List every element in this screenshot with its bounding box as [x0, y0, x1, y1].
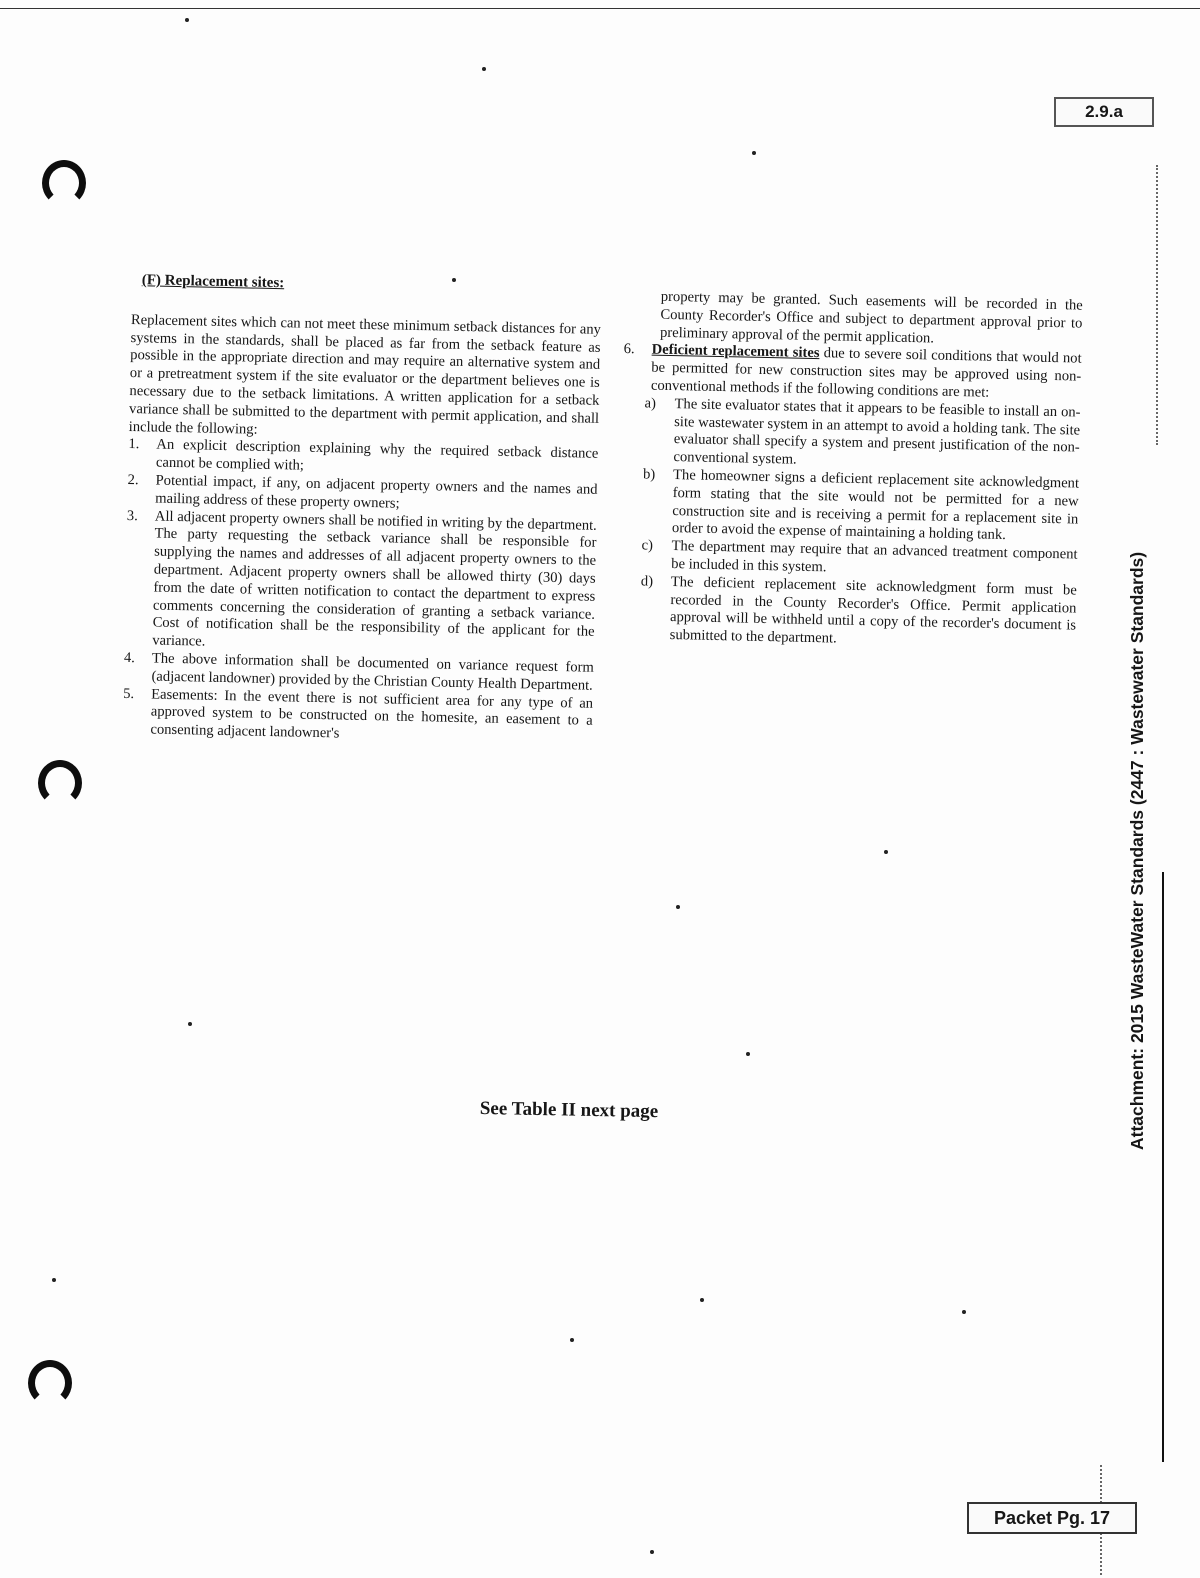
sidebar-rule [1162, 872, 1164, 1462]
list-title: Deficient replacement sites [651, 341, 820, 362]
sub-list-text: The homeowner signs a deficient replacement site acknowledgment form stating that the site would not be permitted for a new construction site and is receiving a permit for a replacement site in order to avoid the expense of maintaining a holding tank. [671, 467, 1080, 544]
list-number: 6. [623, 341, 635, 358]
scan-speck [752, 151, 756, 155]
sub-list-letter: b) [642, 466, 656, 483]
continued-paragraph: property may be granted. Such easements will be recorded in the County Recorder's Office and subject to department approval prior to preliminary approval of the permit application. [659, 288, 1083, 347]
list-number: 5. [123, 685, 135, 702]
scan-speck [746, 1052, 750, 1056]
scan-speck [700, 1298, 704, 1302]
sub-list-letter: c) [641, 537, 654, 554]
packet-page-badge: Packet Pg. 17 [967, 1502, 1137, 1534]
sub-list-item [618, 573, 1077, 654]
scan-speck [962, 1310, 966, 1314]
sub-list-text: The department may require that an advanced treatment component be included in this system. [671, 538, 1078, 576]
list-text: Potential impact, if any, on adjacent property owners and the names and mailing address of these property owners; [155, 472, 598, 512]
see-table-note: See Table II next page [479, 1098, 659, 1123]
binder-hole-icon [38, 760, 82, 806]
list-number: 3. [126, 507, 139, 524]
sub-list-item [621, 395, 1080, 476]
scan-speck [676, 905, 680, 909]
list-text: An explicit description explaining why the required setback distance cannot be complied with; [155, 436, 599, 474]
list-item [122, 685, 593, 748]
agenda-item-badge: 2.9.a [1054, 97, 1154, 127]
list-text: All adjacent property owners shall be notified in writing by the department. The party requesting the setback variance shall be responsible for supplying the names and addresses of all adjacent property owners to the department. Adjacent property owners shall be allowed thirty (30) days from the date of written notification to contact the department to express comments concerning the consideration of granting a setback variance. Cost of notification shall be the responsibility of the applicant for the variance. [152, 508, 597, 650]
right-column [618, 288, 1083, 653]
list-text: due to severe soil conditions that would not be permitted for new construction sites may be approved using non-conventional methods if the following conditions are met: [650, 345, 1082, 401]
sub-list-letter: a) [644, 395, 657, 412]
binder-hole-icon [42, 160, 86, 206]
intro-paragraph: Replacement sites which can not meet these minimum setback distances for any systems in the standards, shall be placed as far from the setback feature as possible in the appropriate direction and may require an alternative system and or a pretreatment system if the site evaluator or the department believes one is necessary due to the setback limitations. A written application for a setback variance shall be submitted to the department with permit application, and shall include the following: [128, 311, 602, 438]
list-number: 2. [127, 471, 139, 489]
list-number: 1. [128, 436, 140, 453]
list-text: Easements: In the event there is not sufficient area for any type of an approved system to be constructed on the homesite, an easement to a consenting adjacent landowner's [150, 686, 594, 742]
list-text: The above information shall be documented on variance request form (adjacent landowner) provided by the Christian County Health Department. [151, 650, 594, 694]
left-column [122, 272, 602, 749]
scan-speck [52, 1278, 56, 1282]
scan-speck [650, 1550, 654, 1554]
sub-list-text: The site evaluator states that it appears to be feasible to install an on-site wastewater system in an attempt to avoid a holding tank. The site evaluator shall specify a system and present justification of the non-conventional system. [673, 395, 1081, 468]
scan-speck [570, 1338, 574, 1342]
list-item [623, 341, 1082, 404]
scan-speck [188, 1022, 192, 1026]
list-item [124, 508, 597, 660]
scan-speck [185, 18, 189, 22]
sub-list-text: The deficient replacement site acknowledgment form must be recorded in the County Recorder's Office. Permit application approval will be withheld until a copy of the recorder's document is submitted to the department. [669, 573, 1077, 647]
list-number: 4. [123, 649, 136, 667]
scan-speck [884, 850, 888, 854]
sub-list-letter: d) [640, 573, 654, 590]
scan-dotted-margin [1156, 165, 1161, 445]
section-heading: (F) Replacement sites: [141, 272, 285, 292]
binder-hole-icon [28, 1360, 72, 1406]
scan-speck [482, 67, 486, 71]
page-top-edge [0, 8, 1200, 9]
attachment-sidebar-label: Attachment: 2015 WasteWater Standards (2447 : Wastewater Standards) [1127, 551, 1147, 1150]
sub-list-item [620, 466, 1079, 547]
